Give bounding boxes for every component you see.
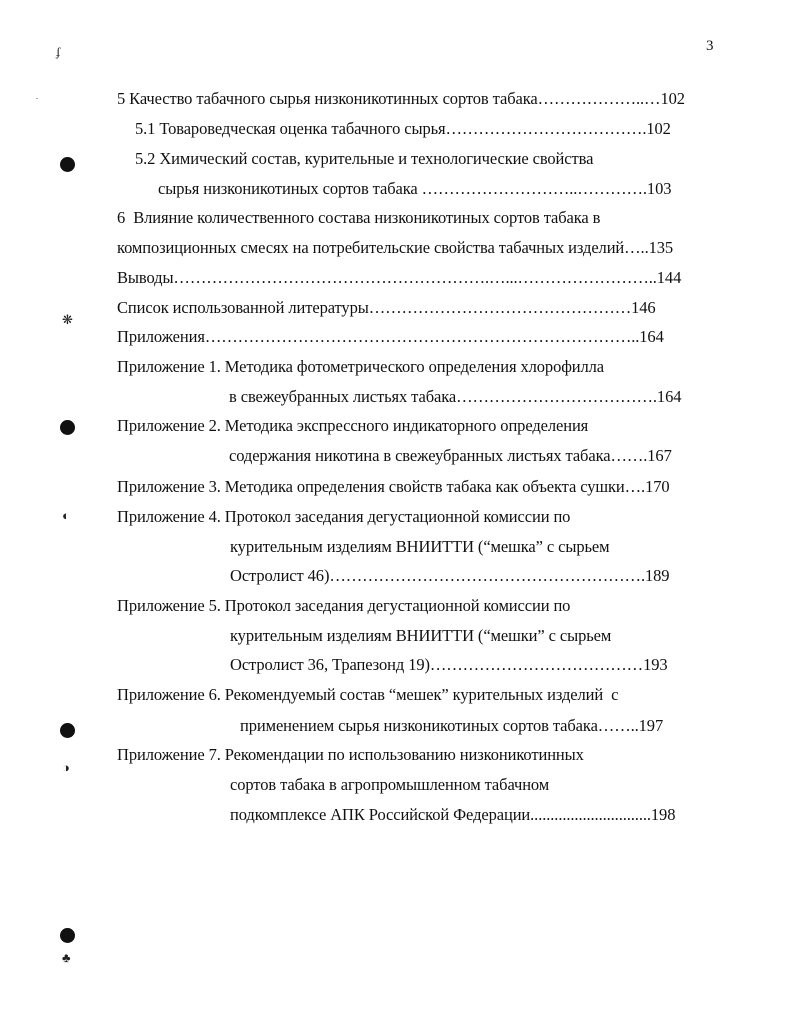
toc-entry: применением сырья низконикотиных сортов табака……..197: [240, 716, 664, 735]
toc-entry: курительным изделиям ВНИИТТИ (“мешки” с сырьем: [230, 626, 612, 645]
toc-entry: 6 Влияние количественного состава низконикотиных сортов табака в: [117, 208, 601, 227]
toc-entry: сортов табака в агропромышленном табачном: [230, 775, 550, 794]
toc-entry: в свежеубранных листьях табака……………………………….164: [229, 387, 682, 406]
punch-hole-icon: [60, 420, 75, 435]
scan-mark-icon: .: [36, 92, 38, 101]
toc-entry: курительным изделиям ВНИИТТИ (“мешка” с сырьем: [230, 537, 610, 556]
toc-entry: сырья низконикотиных сортов табака ………………………..………….103: [158, 179, 672, 198]
toc-entry: Приложение 6. Рекомендуемый состав “мешек” курительных изделий с: [117, 685, 619, 704]
scan-mark-icon: ♣: [62, 950, 71, 965]
toc-entry: Приложения……………………………………………………………………..164: [117, 327, 664, 346]
toc-entry: Выводы………………………………………………….…...……………………..144: [117, 268, 682, 287]
toc-entry: Приложение 4. Протокол заседания дегустационной комиссии по: [117, 507, 571, 526]
toc-entry: Остролист 46)………………………………………………….189: [230, 566, 670, 585]
toc-entry: композиционных смесях на потребительские свойства табачных изделий…..135: [117, 238, 674, 257]
scan-mark-icon: ❋: [62, 312, 73, 327]
toc-entry: Список использованной литературы…………………………………………146: [117, 298, 656, 317]
punch-hole-icon: [60, 928, 75, 943]
toc-entry: 5.1 Товароведческая оценка табачного сырья……………………………….102: [135, 119, 671, 138]
page-number: 3: [706, 38, 714, 54]
toc-entry: Приложение 7. Рекомендации по использованию низконикотинных: [117, 745, 584, 764]
toc-entry: Остролист 36, Трапезонд 19)…………………………………193: [230, 655, 668, 674]
scan-mark-icon: ʄ: [56, 44, 61, 59]
toc-entry: Приложение 2. Методика экспрессного индикаторного определения: [117, 416, 589, 435]
toc-entry: Приложение 3. Методика определения свойств табака как объекта сушки….170: [117, 477, 670, 496]
scan-mark-icon: ◑: [62, 760, 70, 775]
toc-entry: 5.2 Химический состав, курительные и технологические свойства: [135, 149, 594, 168]
scan-mark-icon: ◐: [62, 508, 70, 523]
punch-hole-icon: [60, 723, 75, 738]
toc-entry: 5 Качество табачного сырья низконикотинных сортов табака………………..…102: [117, 89, 685, 108]
toc-entry: содержания никотина в свежеубранных листьях табака…….167: [229, 446, 672, 465]
toc-entry: Приложение 1. Методика фотометрического определения хлорофилла: [117, 357, 605, 376]
punch-hole-icon: [60, 157, 75, 172]
toc-entry: Приложение 5. Протокол заседания дегустационной комиссии по: [117, 596, 571, 615]
toc-entry: подкомплексе АПК Российской Федерации..............................198: [230, 805, 676, 824]
